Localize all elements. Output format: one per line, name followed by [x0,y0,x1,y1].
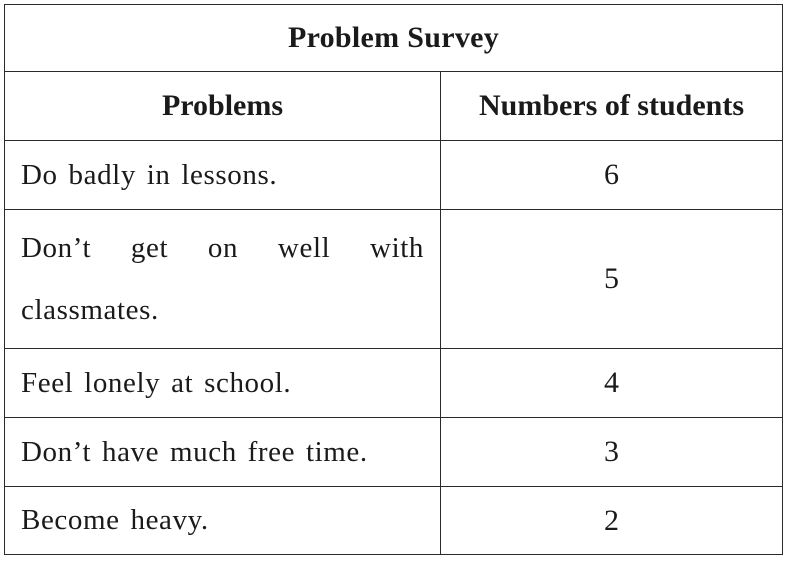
problem-cell-line-2: classmates. [21,294,159,326]
problem-cell: Become heavy. [5,487,441,555]
count-cell: 5 [441,210,783,349]
table-header-row [5,72,783,141]
problem-cell: Do badly in lessons. [5,141,441,210]
table-row [5,487,783,555]
table-row [5,210,783,349]
table-title: Problem Survey [5,5,783,72]
count-cell: 6 [441,141,783,210]
problem-cell [5,210,441,349]
count-cell: 4 [441,349,783,418]
problem-cell-line-1: Don’t get on well with [21,232,424,264]
count-cell: 2 [441,487,783,555]
table-row [5,349,783,418]
problem-survey-table [4,4,783,555]
table-row [5,418,783,487]
header-problems: Problems [5,72,441,141]
count-cell: 3 [441,418,783,487]
table-row [5,141,783,210]
problem-cell: Feel lonely at school. [5,349,441,418]
header-number-of-students: Numbers of students [441,72,783,141]
table-title-row [5,5,783,72]
problem-cell: Don’t have much free time. [5,418,441,487]
